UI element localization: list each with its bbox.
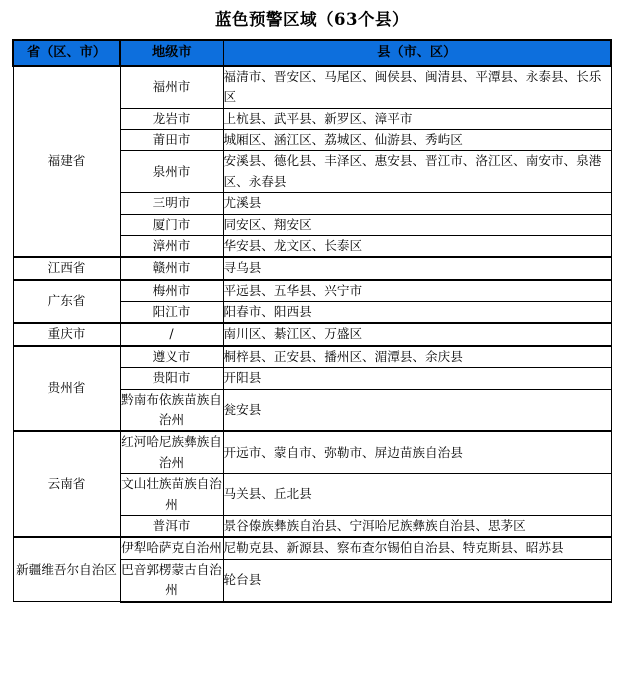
prefecture-cell: 伊犁哈萨克自治州 [120,537,223,559]
prefecture-cell: 黔南布依族苗族自治州 [120,389,223,431]
prefecture-cell: 红河哈尼族彝族自治州 [120,431,223,473]
column-header-province: 省（区、市） [13,40,120,66]
county-list-cell: 景谷傣族彝族自治县、宁洱哈尼族彝族自治县、思茅区 [223,516,611,538]
table-header-row [13,40,611,66]
table-row [13,537,611,559]
county-list-cell: 马关县、丘北县 [223,474,611,516]
county-list-cell: 华安县、龙文区、长泰区 [223,235,611,257]
prefecture-cell: 赣州市 [120,257,223,279]
table-body [13,66,611,602]
county-list-cell: 同安区、翔安区 [223,214,611,235]
column-header-county: 县（市、区） [223,40,611,66]
province-cell: 云南省 [13,431,120,537]
prefecture-cell: 文山壮族苗族自治州 [120,474,223,516]
province-cell: 江西省 [13,257,120,279]
province-cell: 贵州省 [13,346,120,432]
blue-warning-area-table [12,39,612,603]
prefecture-cell: 遵义市 [120,346,223,368]
prefecture-cell: 漳州市 [120,235,223,257]
prefecture-cell: / [120,323,223,345]
prefecture-cell: 贵阳市 [120,368,223,389]
county-list-cell: 城厢区、涵江区、荔城区、仙游县、秀屿区 [223,129,611,150]
table-row [13,280,611,302]
county-list-cell: 开远市、蒙自市、弥勒市、屏边苗族自治县 [223,431,611,473]
prefecture-cell: 阳江市 [120,302,223,324]
county-list-cell: 瓮安县 [223,389,611,431]
county-list-cell: 安溪县、德化县、丰泽区、惠安县、晋江市、洛江区、南安市、泉港区、永春县 [223,151,611,193]
county-list-cell: 南川区、綦江区、万盛区 [223,323,611,345]
prefecture-cell: 梅州市 [120,280,223,302]
province-cell: 广东省 [13,280,120,324]
column-header-prefecture: 地级市 [120,40,223,66]
county-list-cell: 开阳县 [223,368,611,389]
county-list-cell: 上杭县、武平县、新罗区、漳平市 [223,108,611,129]
prefecture-cell: 泉州市 [120,151,223,193]
table-row [13,431,611,473]
province-cell: 福建省 [13,66,120,258]
county-list-cell: 轮台县 [223,559,611,601]
province-cell: 重庆市 [13,323,120,345]
prefecture-cell: 三明市 [120,193,223,214]
page-title: 蓝色预警区域（63个县） [215,10,409,29]
table-row [13,346,611,368]
prefecture-cell: 普洱市 [120,516,223,538]
county-list-cell: 寻乌县 [223,257,611,279]
prefecture-cell: 莆田市 [120,129,223,150]
table-row [13,323,611,345]
province-cell: 新疆维吾尔自治区 [13,537,120,601]
table-header [13,40,611,66]
county-list-cell: 福清市、晋安区、马尾区、闽侯县、闽清县、平潭县、永泰县、长乐区 [223,66,611,108]
prefecture-cell: 福州市 [120,66,223,108]
county-list-cell: 桐梓县、正安县、播州区、湄潭县、余庆县 [223,346,611,368]
county-list-cell: 阳春市、阳西县 [223,302,611,324]
county-list-cell: 尤溪县 [223,193,611,214]
county-list-cell: 平远县、五华县、兴宁市 [223,280,611,302]
prefecture-cell: 厦门市 [120,214,223,235]
table-row [13,257,611,279]
prefecture-cell: 巴音郭楞蒙古自治州 [120,559,223,601]
table-row [13,66,611,108]
county-list-cell: 尼勒克县、新源县、察布查尔锡伯自治县、特克斯县、昭苏县 [223,537,611,559]
prefecture-cell: 龙岩市 [120,108,223,129]
